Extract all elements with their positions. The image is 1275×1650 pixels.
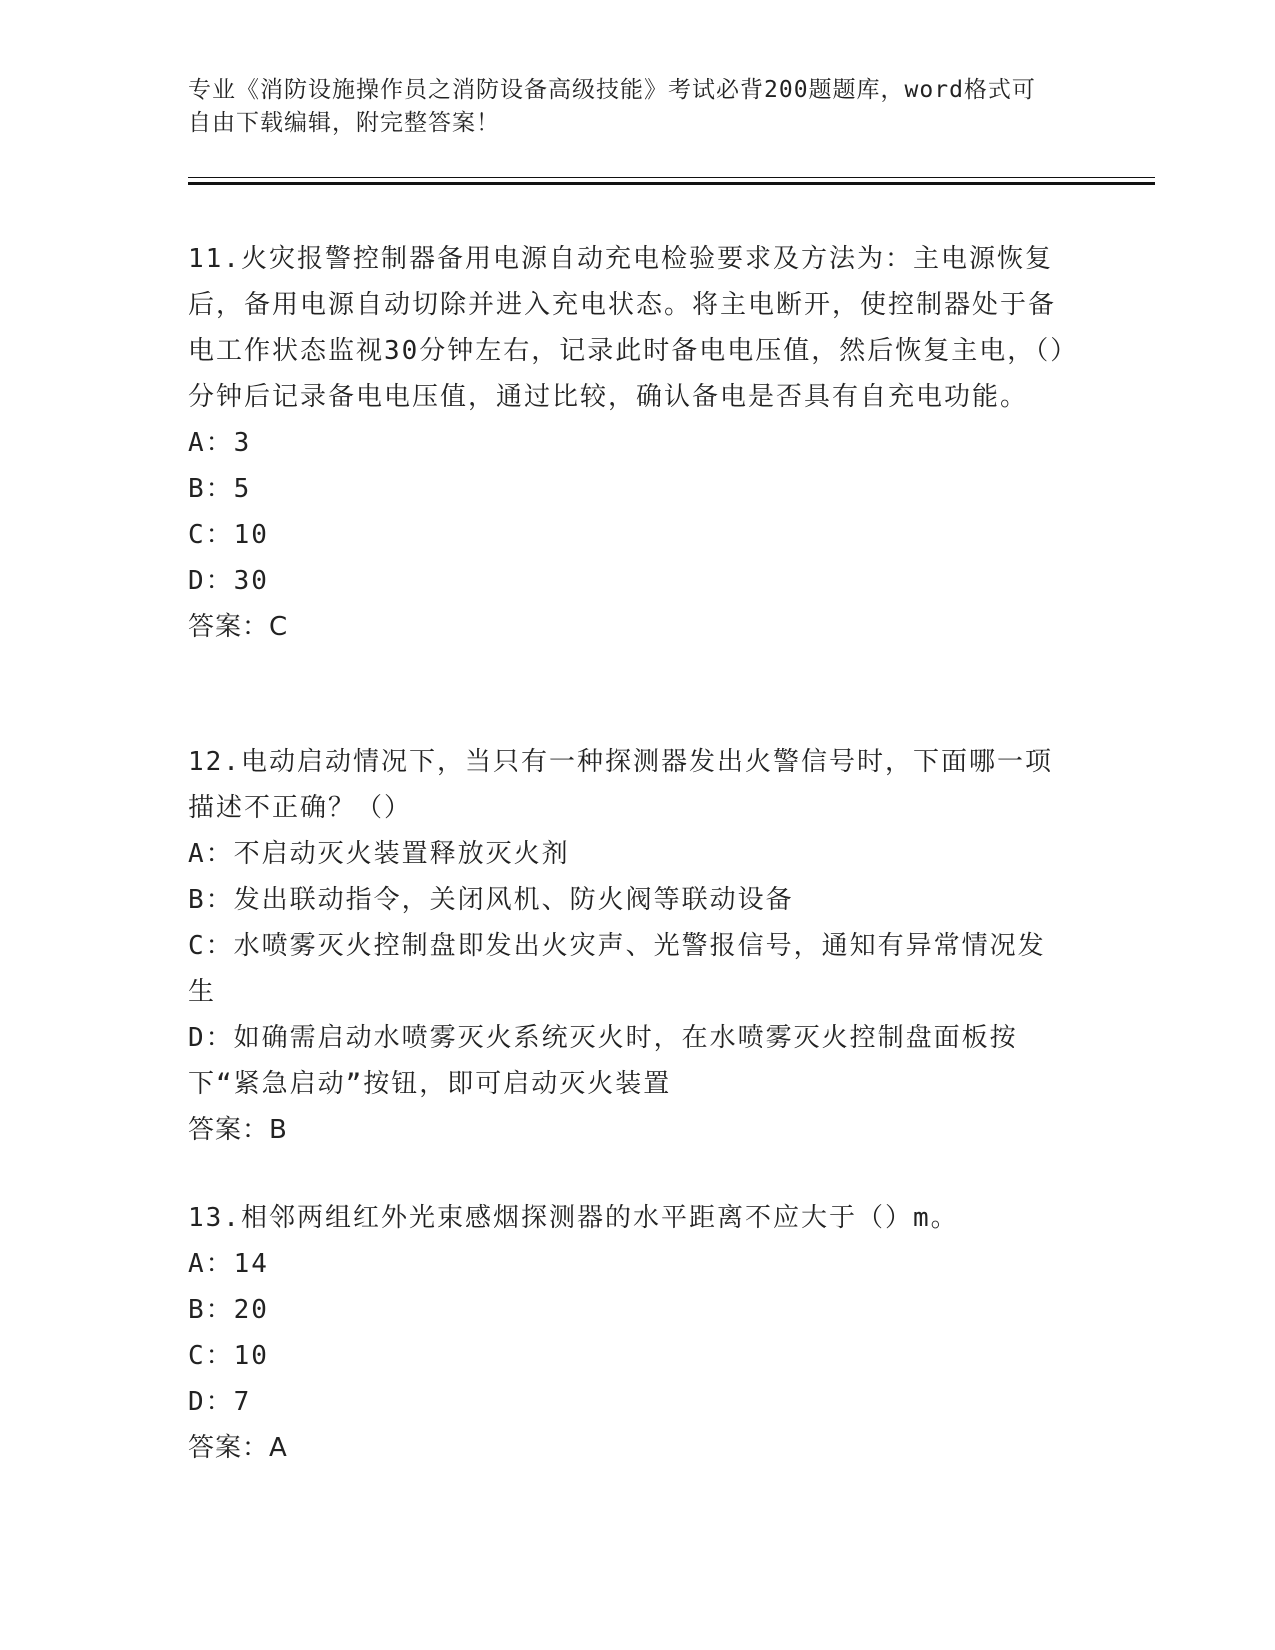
question-stem: 11.火灾报警控制器备用电源自动充电检验要求及方法为：主电源恢复后，备用电源自动切除并进入充电状态。将主电断开，使控制器处于备电工作状态监视30分钟左右，记录此时备电电压值，然后恢复主电，（）分钟后记录备电电压值，通过比较，确认备电是否具有自充电功能。 [188,244,1066,412]
question-stem: 13.相邻两组红外光束感烟探测器的水平距离不应大于（）m。 [188,1203,959,1233]
header-divider-thin [188,177,1155,178]
option-c: C：10 [188,1341,269,1371]
option-a: A：14 [188,1249,269,1279]
question-13 [188,1195,1088,1471]
answer-line: 答案：C [188,612,289,642]
answer-line: 答案：B [188,1115,288,1145]
option-a: A：3 [188,428,252,458]
option-b: B：20 [188,1295,269,1325]
option-d: D：如确需启动水喷雾灭火系统灭火时，在水喷雾灭火控制盘面板按下“紧急启动”按钮，即可启动灭火装置 [188,1023,1018,1099]
answer-line: 答案：A [188,1433,288,1463]
header-line-1: 专业《消防设施操作员之消防设备高级技能》考试必背200题题库，word格式可 [188,77,1036,103]
option-c: C：10 [188,520,269,550]
option-b: B：5 [188,474,252,504]
question-11 [188,236,1088,650]
option-d: D：7 [188,1387,252,1417]
document-header [188,74,1068,140]
option-a: A：不启动灭火装置释放灭火剂 [188,839,570,869]
option-d: D：30 [188,566,269,596]
question-stem: 12.电动启动情况下，当只有一种探测器发出火警信号时，下面哪一项描述不正确？（） [188,747,1053,823]
header-line-2: 自由下载编辑，附完整答案！ [188,110,500,136]
option-c: C：水喷雾灭火控制盘即发出火灾声、光警报信号，通知有异常情况发生 [188,931,1046,1007]
option-b: B：发出联动指令，关闭风机、防火阀等联动设备 [188,885,794,915]
question-12 [188,739,1088,1153]
header-divider-thick [188,182,1155,185]
